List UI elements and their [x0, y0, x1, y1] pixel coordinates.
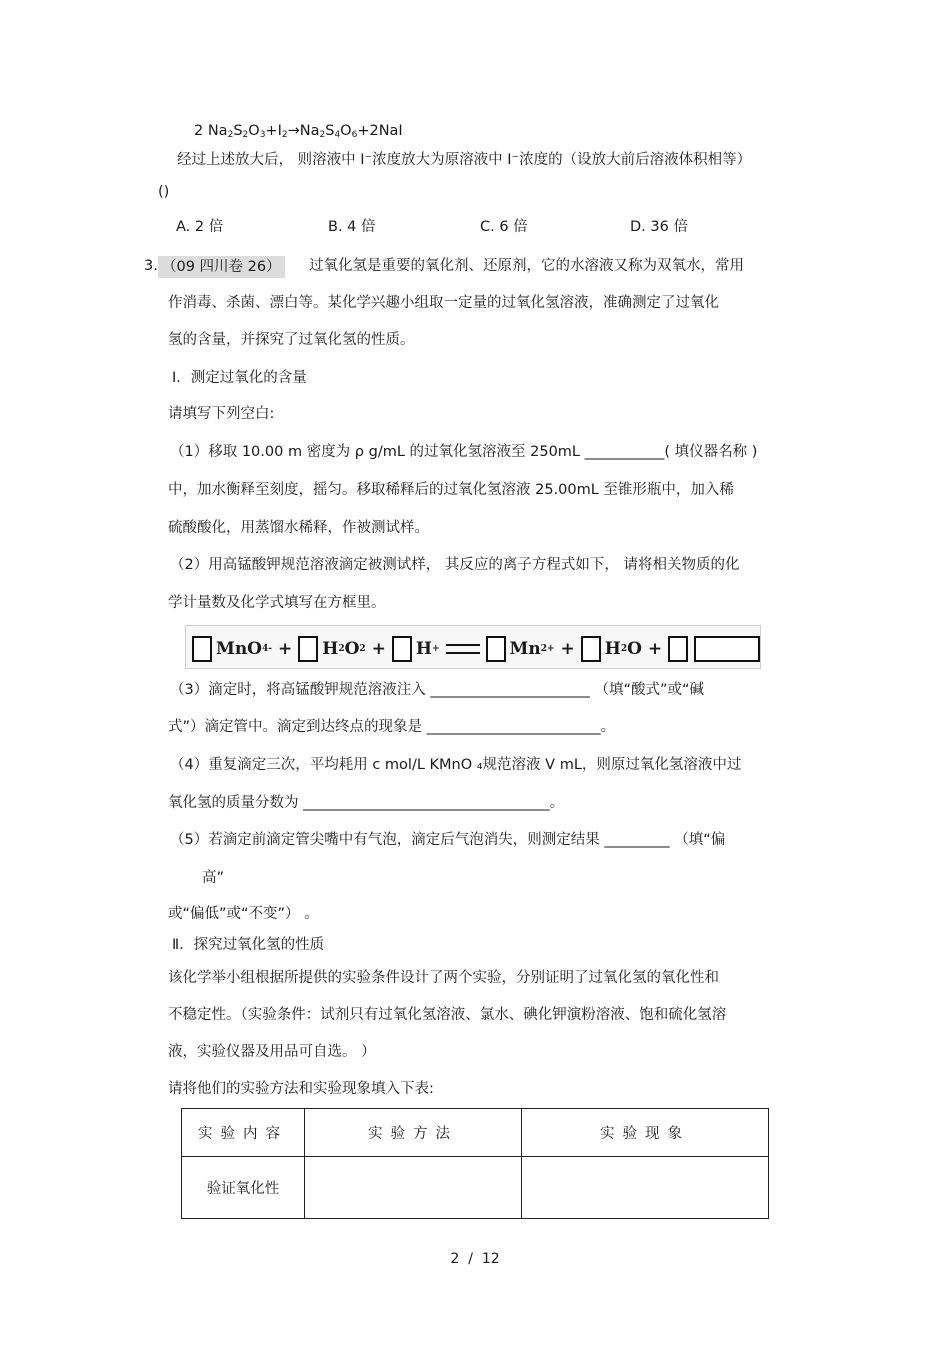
part-1: 硫酸酸化，用蒸馏水稀释，作被测试样。	[168, 520, 429, 536]
table-cell: 验证氧化性	[182, 1157, 305, 1219]
table-cell-phenomenon[interactable]	[522, 1157, 769, 1219]
blank-box[interactable]	[298, 636, 318, 662]
blank-box[interactable]	[392, 636, 412, 662]
answer-paren: ()	[158, 184, 170, 200]
question-intro: 氢的含量，并探究了过氧化氢的性质。	[168, 332, 415, 348]
table-header: 实验现象	[522, 1109, 769, 1157]
part-3: （3）滴定时，将高锰酸钾规范溶液注入 ______________________ （填“酸式”或“碱	[170, 682, 704, 698]
blank-box[interactable]	[486, 636, 506, 662]
section-heading: Ⅱ．探究过氧化氢的性质	[172, 937, 325, 953]
option-a: A. 2 倍	[176, 219, 224, 235]
question-text: 经过上述放大后， 则溶液中 I⁻浓度放大为原溶液中 I⁻浓度的（设放大前后溶液体积相等）	[177, 152, 752, 168]
ionic-equation: MnO 4 - + H 2 O 2 + H + Mn 2+ + H 2 O +	[185, 625, 761, 669]
iodine-equation: 2 $Na_2S_2O_3+I_2\to Na_2S_4O_6+2NaI$	[194, 123, 403, 140]
part-4: 氧化氢的质量分数为 __________________________________。	[168, 795, 565, 811]
section-text: 液，实验仪器及用品可自选。 ）	[168, 1044, 376, 1060]
part-2: （2）用高锰酸钾规范溶液滴定被测试样， 其反应的离子方程式如下， 请将相关物质的化	[170, 557, 740, 573]
blank-box[interactable]	[192, 636, 212, 662]
table-header: 实验内容	[182, 1109, 305, 1157]
option-b: B. 4 倍	[328, 219, 376, 235]
question-intro: 作消毒、杀菌、漂白等。某化学兴趣小组取一定量的过氧化氢溶液，准确测定了过氧化	[168, 295, 719, 311]
blank-box-formula[interactable]	[694, 636, 760, 662]
question-intro: 过氧化氢是重要的氧化剂、还原剂，它的水溶液又称为双氧水，常用	[309, 258, 744, 274]
option-d: D. 36 倍	[630, 219, 688, 235]
table-row	[182, 1157, 769, 1219]
blank-box[interactable]	[581, 636, 601, 662]
table-header: 实验方法	[305, 1109, 522, 1157]
question-number: 3.	[144, 258, 158, 274]
option-c: C. 6 倍	[480, 219, 528, 235]
blank-box[interactable]	[668, 636, 688, 662]
part-5: 或“偏低”或“不变”） 。	[168, 906, 319, 922]
part-3: 式”）滴定管中。滴定到达终点的现象是 ________________________。	[168, 719, 616, 735]
part-4: （4）重复滴定三次，平均耗用 c mol/L KMnO ₄规范溶液 V mL，则原过氧化氢溶液中过	[170, 757, 742, 773]
equals-sign	[446, 644, 480, 654]
experiment-table	[181, 1108, 769, 1219]
section-text: 请将他们的实验方法和实验现象填入下表:	[168, 1081, 434, 1097]
part-5: 高”	[202, 870, 225, 886]
part-5: （5）若滴定前滴定管尖嘴中有气泡，滴定后气泡消失，则测定结果 _________ （填“偏	[170, 832, 726, 848]
instruction: 请填写下列空白:	[168, 406, 275, 422]
section-text: 该化学举小组根据所提供的实验条件设计了两个实验，分别证明了过氧化氢的氧化性和	[168, 970, 719, 986]
question-source-tag: （09 四川卷 26）	[158, 256, 285, 278]
table-cell-method[interactable]	[305, 1157, 522, 1219]
part-2: 学计量数及化学式填写在方框里。	[168, 595, 386, 611]
part-1: （1）移取 10.00 m 密度为 ρ g/mL 的过氧化氢溶液至 250mL ___________( 填仪器名称 )	[170, 444, 758, 460]
page-number: 2 / 12	[450, 1251, 500, 1267]
table-header-row	[182, 1109, 769, 1157]
section-heading: Ⅰ．测定过氧化的含量	[172, 370, 307, 386]
section-text: 不稳定性。（实验条件：试剂只有过氧化氢溶液、氯水、碘化钾演粉溶液、饱和硫化氢溶	[168, 1007, 727, 1023]
part-1: 中，加水衡释至刻度，摇匀。移取稀释后的过氧化氢溶液 25.00mL 至锥形瓶中，加入稀	[168, 482, 734, 498]
